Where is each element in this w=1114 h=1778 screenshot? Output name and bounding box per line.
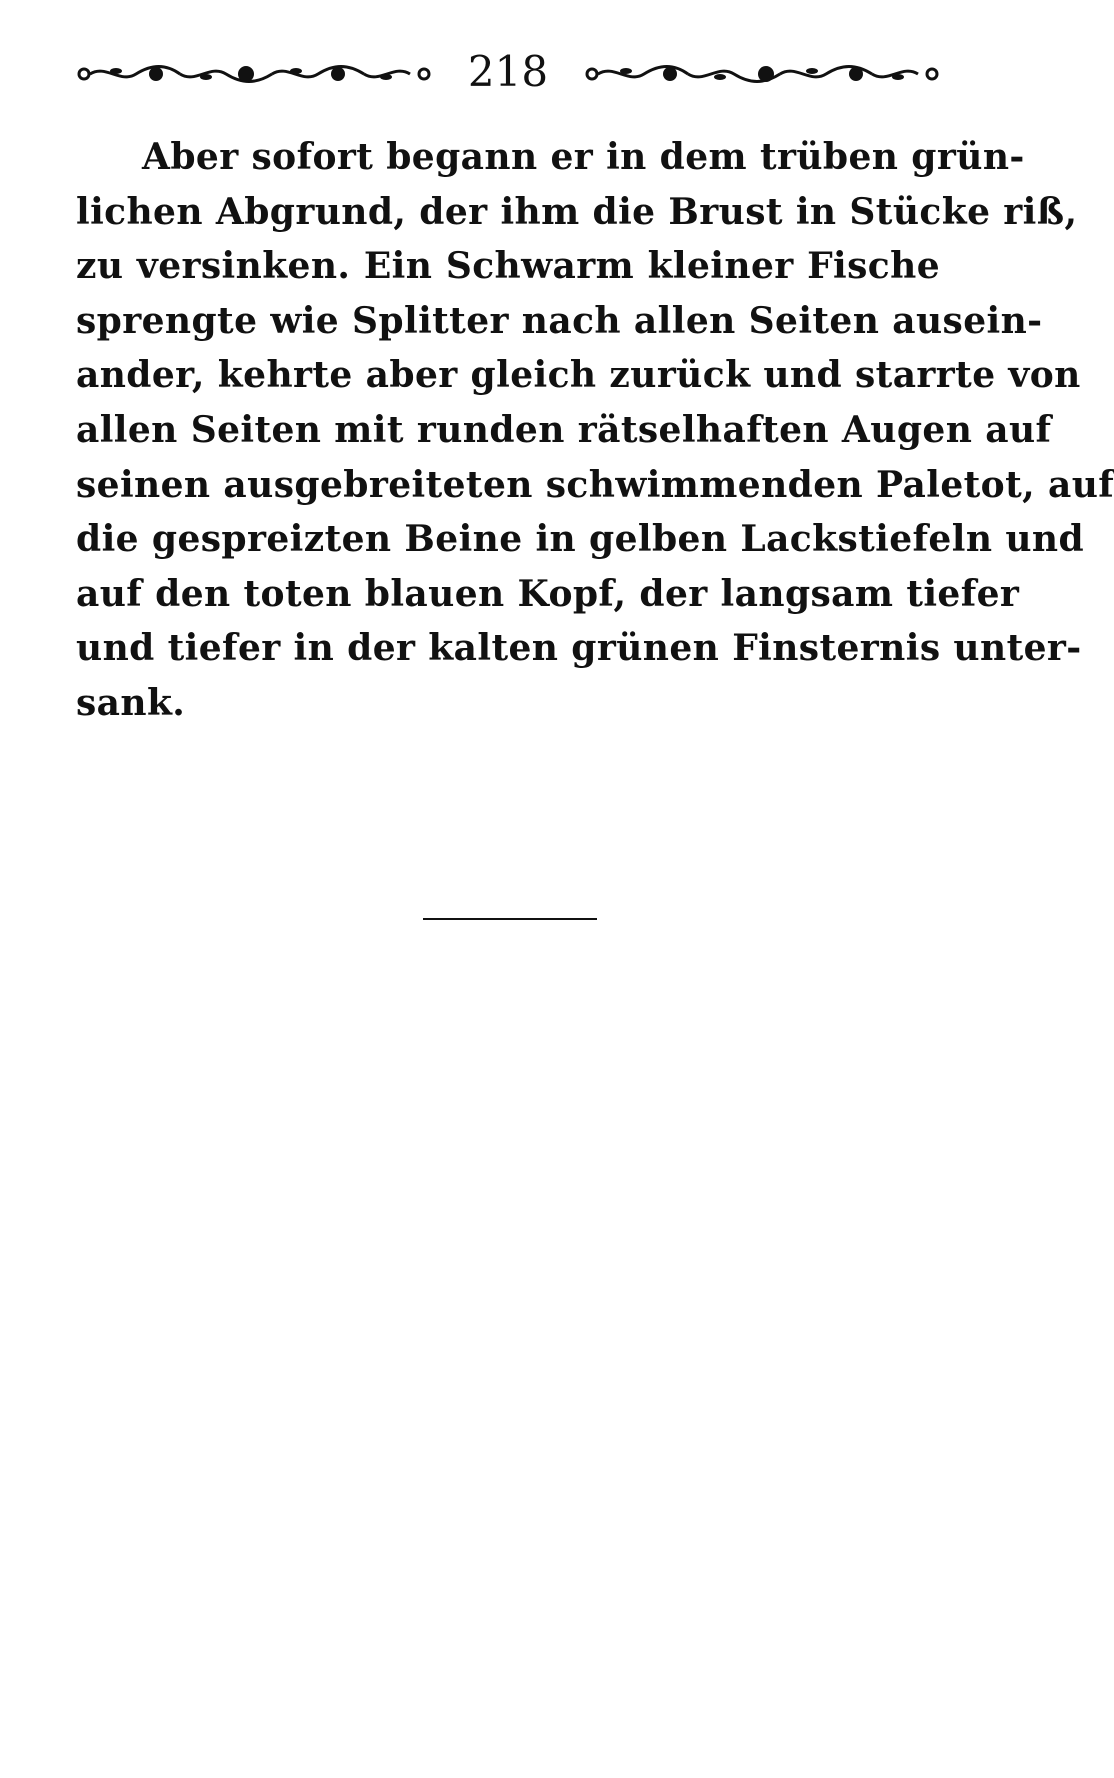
text-line: die gespreizten Beine in gelben Lackstiefeln und (76, 518, 1085, 561)
page-number: 218 (467, 47, 549, 96)
text-line: sank. (76, 681, 186, 724)
end-rule-divider (423, 918, 597, 920)
text-line: auf den toten blauen Kopf, der langsam tiefer (76, 572, 1020, 615)
paragraph (76, 130, 1114, 731)
text-line: Aber sofort begann er in dem trüben grün- (142, 136, 1025, 178)
text-line: ander, kehrte aber gleich zurück und starrte von (76, 354, 1081, 397)
text-line: zu versinken. Ein Schwarm kleiner Fische (76, 245, 940, 288)
text-line: sprengte wie Splitter nach allen Seiten ausein- (76, 299, 1043, 342)
text-line: allen Seiten mit runden rätselhaften Augen auf (76, 408, 1052, 451)
vine-ornament-right-icon (580, 62, 940, 86)
text-line: seinen ausgebreiteten schwimmenden Paletot, auf (76, 463, 1114, 506)
text-line: und tiefer in der kalten grünen Finsternis unter- (76, 627, 1082, 670)
page-header (76, 44, 940, 104)
text-line: lichen Abgrund, der ihm die Brust in Stücke riß, (76, 190, 1078, 233)
